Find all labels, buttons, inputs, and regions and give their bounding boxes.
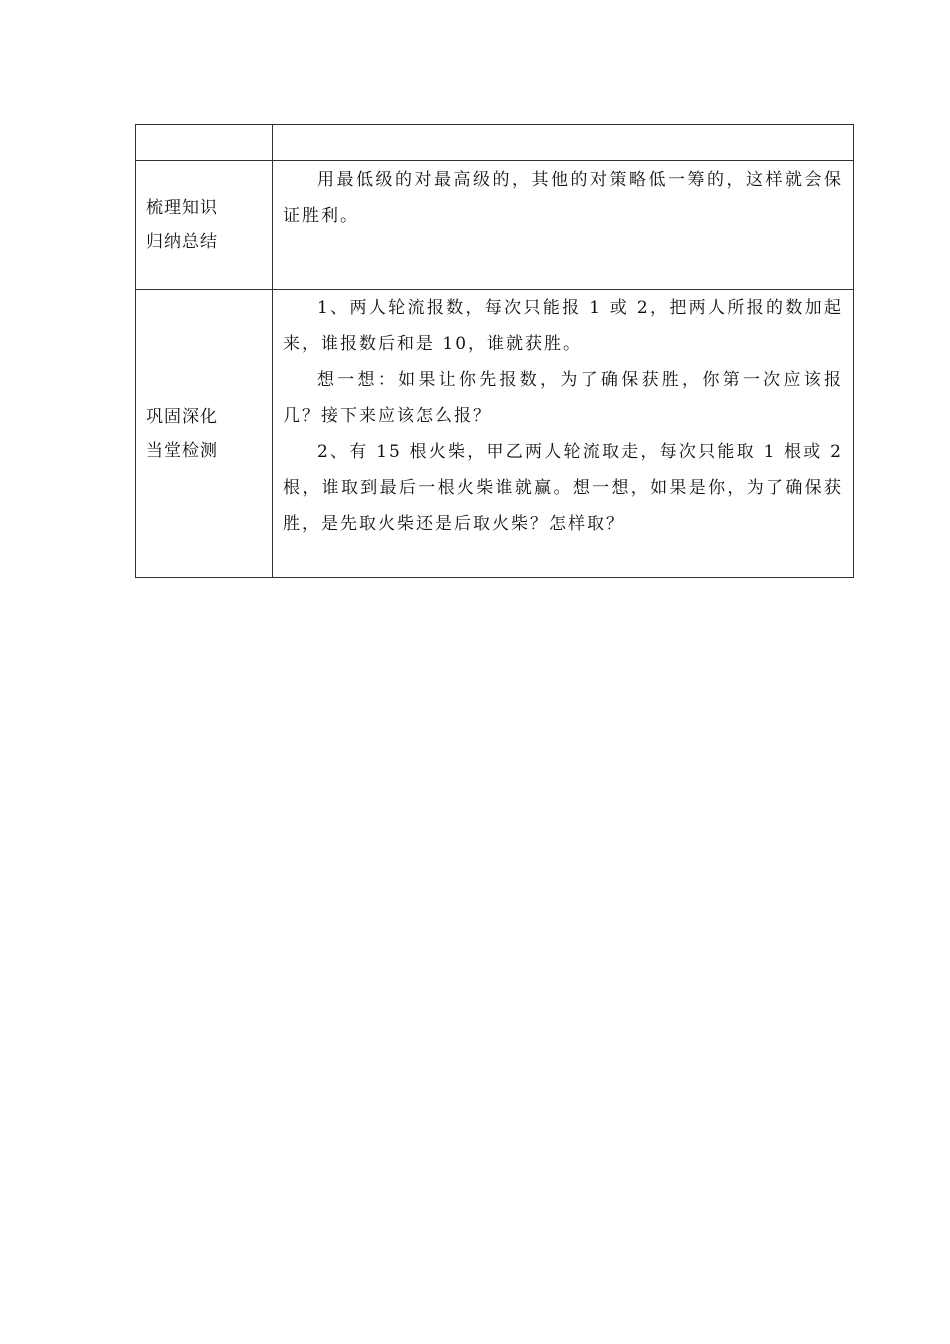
summary-content-cell [273,161,854,290]
practice-question-1: 1、两人轮流报数，每次只能报 1 或 2，把两人所报的数加起来，谁报数后和是 10，谁就获胜。 [283,298,843,354]
practice-question-2: 2、有 15 根火柴，甲乙两人轮流取走，每次只能取 1 根或 2 根，谁取到最后一根火柴谁就赢。想一想，如果是你，为了确保获胜，是先取火柴还是后取火柴？怎样取？ [283,442,843,534]
practice-content-cell [273,290,854,578]
table-row-summary [136,161,854,290]
table-row-practice [136,290,854,578]
practice-question-1-followup: 想一想：如果让你先报数，为了确保获胜，你第一次应该报几？接下来应该怎么报？ [283,370,843,426]
summary-text: 用最低级的对最高级的，其他的对策略低一筹的，这样就会保证胜利。 [283,170,843,226]
summary-label-line1: 梳理知识 [146,198,218,218]
blank-label-cell [136,125,273,161]
blank-content-cell [273,125,854,161]
lesson-table [135,124,854,578]
summary-label-cell [136,161,273,290]
practice-label-line2: 当堂检测 [146,440,218,461]
table-row-blank [136,125,854,161]
practice-label-line1: 巩固深化 [146,406,218,427]
summary-label-line2: 归纳总结 [146,232,218,252]
practice-label-cell [136,290,273,578]
